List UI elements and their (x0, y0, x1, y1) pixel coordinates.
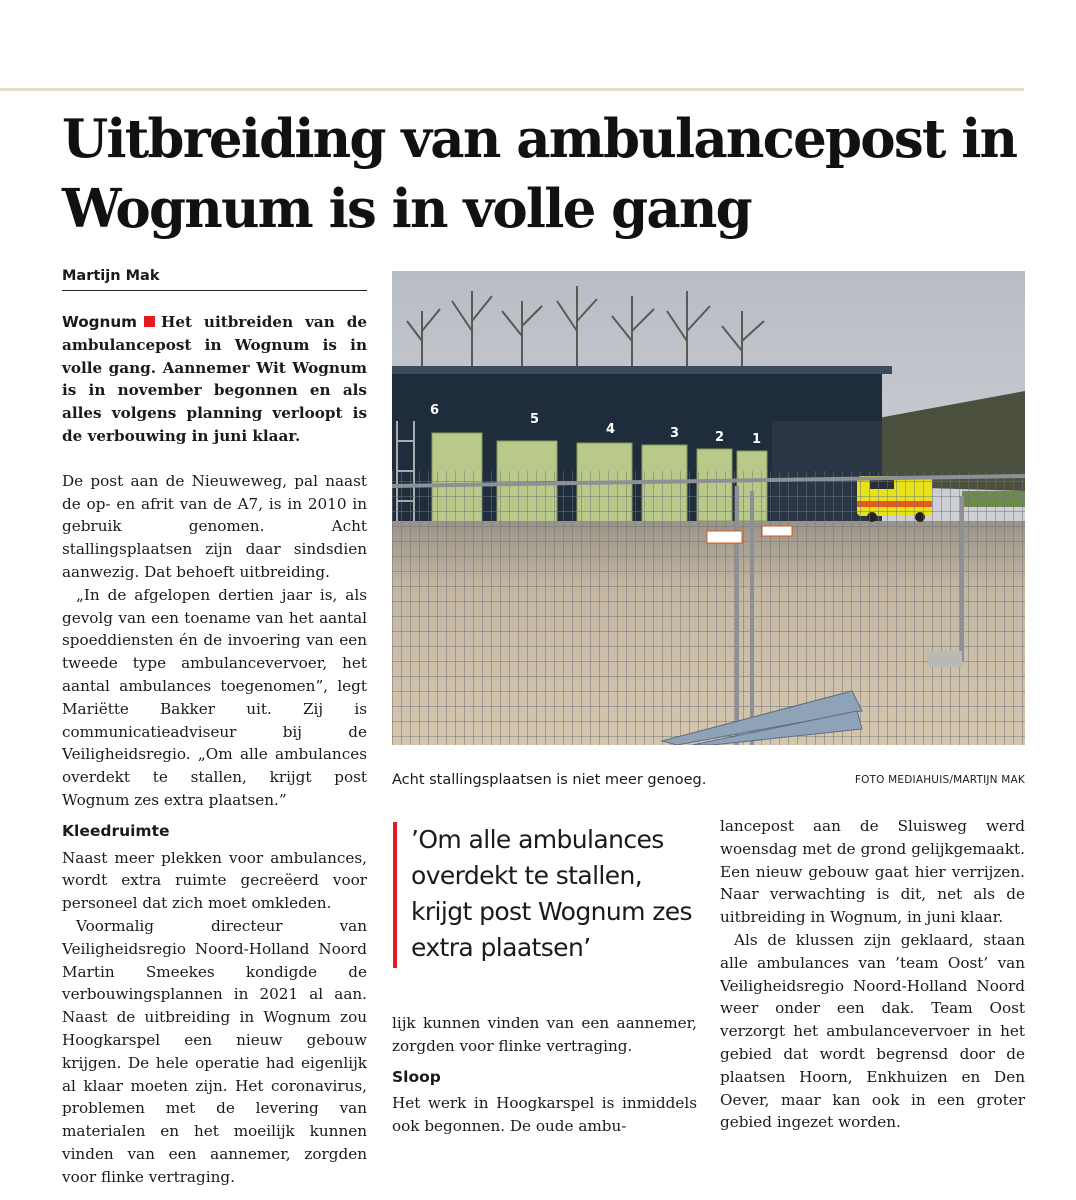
red-square-icon (144, 316, 155, 327)
headline: Uitbreiding van ambulancepost in Wognum is in volle gang (62, 108, 1017, 240)
body-paragraph-4-continued: lijk kunnen vinden van een aannemer, zorgden voor flinke vertraging. (392, 1014, 697, 1055)
photo-caption (392, 772, 1025, 788)
lead-paragraph (62, 311, 367, 448)
dateline: Wognum (62, 313, 137, 331)
svg-text:6: 6 (430, 403, 440, 418)
construction-fence (392, 471, 1025, 745)
body-paragraph-3: Naast meer plekken voor ambulances, wordt extra ruimte gecreëerd voor personeel dat zich moet omkleden. (62, 848, 367, 913)
article-photo (392, 271, 1025, 745)
svg-text:3: 3 (670, 426, 680, 441)
column-3 (720, 815, 1025, 1134)
photo-credit: FOTO MEDIAHUIS/MARTIJN MAK (854, 774, 1025, 786)
body-paragraph-2: „In de afgelopen dertien jaar is, als gevolg van een toename van het aantal spoeddiensten én de invoering van een tweede type ambulancevervoer, het aantal ambulances toegenomen”, legt Mariëtte Bakker uit. Zij is communicatieadviseur bij de Veiligheidsregio. „Om alle ambulances overdekt te stallen, krijgt post Wognum zes extra plaatsen.” (62, 585, 367, 809)
body-paragraph-5-start: Het werk in Hoogkarspel is inmiddels ook begonnen. De oude ambu- (392, 1094, 697, 1136)
body-paragraph-1: De post aan de Nieuweweg, pal naast de op- en afrit van de A7, is in 2010 in gebruik genomen. Acht stallingsplaatsen zijn daar sindsdien aanwezig. Dat behoeft uitbreiding. (62, 471, 367, 581)
body-paragraph-5-continued: lancepost aan de Sluisweg werd woensdag met de grond gelijkgemaakt. Een nieuw gebouw gaat hier verrijzen. Naar verwachting is dit, net als de uitbreiding in Wognum, in juni klaar. (720, 817, 1025, 927)
byline: Martijn Mak (62, 268, 367, 291)
svg-text:5: 5 (530, 412, 540, 427)
caption-text: Acht stallingsplaatsen is niet meer genoeg. (392, 772, 707, 788)
photo-illustration (392, 271, 1025, 745)
column-2 (392, 1012, 697, 1138)
body-paragraph-6: Als de klussen zijn geklaard, staan alle ambulances van ’team Oost’ van Veiligheidsregio Noord-Holland Noord weer onder een dak. Team Oost verzorgt het ambulancevervoer in het gebied dat wordt begrensd door de plaatsen Hoorn, Enkhuizen en Den Oever, maar kan ook in een groter gebied ingezet worden. (720, 930, 1025, 1132)
pull-quote: ’Om alle ambulances overdekt te stallen, krijgt post Wognum zes extra plaatsen’ (393, 822, 698, 968)
svg-text:4: 4 (606, 422, 616, 437)
subhead-sloop: Sloop (392, 1067, 441, 1086)
svg-text:2: 2 (715, 430, 725, 445)
lead-text: Het uitbreiden van de ambulancepost in Wognum is in volle gang. Aannemer Wit Wognum is in november begonnen en als alles volgens planning verloopt is de verbouwing in juni klaar. (62, 313, 367, 445)
svg-text:1: 1 (752, 432, 762, 447)
body-paragraph-4: Voormalig directeur van Veiligheidsregio Noord-Holland Noord Martin Smeekes kondigde de verbouwingsplannen in 2021 al aan. Naast de uitbreiding in Wognum zou Hoogkarspel een nieuw gebouw krijgen. De hele operatie had eigenlijk al klaar moeten zijn. Het coronavirus, problemen met de levering van materialen en het moeilijk kunnen vinden van een aannemer, zorgden voor flinke vertraging. (62, 916, 367, 1186)
top-rule (0, 88, 1024, 91)
column-1 (62, 311, 367, 1188)
subhead-kleedruimte: Kleedruimte (62, 821, 170, 840)
